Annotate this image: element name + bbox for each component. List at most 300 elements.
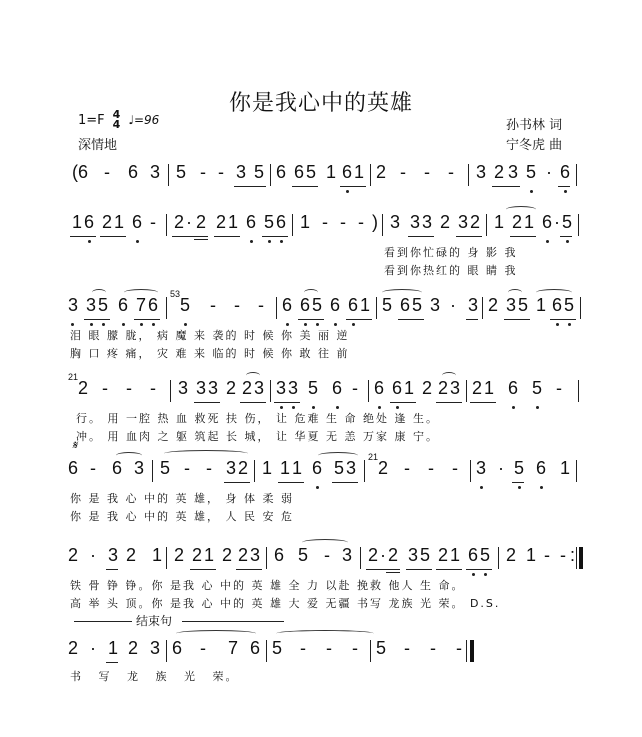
note: 1 — [560, 458, 571, 478]
barline — [360, 547, 361, 569]
note: 1 — [450, 545, 461, 565]
underline — [134, 319, 160, 320]
dash: - — [358, 212, 364, 232]
dash: - — [452, 458, 458, 478]
notation-line — [70, 162, 580, 188]
expression-marking: 深情地 — [78, 138, 118, 153]
barline — [580, 297, 581, 319]
note: 2 — [438, 378, 449, 398]
low-octave-dot — [71, 323, 74, 326]
barline — [270, 164, 271, 186]
low-octave-dot — [378, 406, 381, 409]
note: 5 — [176, 162, 187, 182]
score-row-1 — [70, 162, 580, 188]
note: 6 — [300, 295, 311, 315]
score-row-6 — [68, 545, 580, 610]
dash: - — [258, 295, 264, 315]
dash: - — [428, 458, 434, 478]
note: 2 — [470, 212, 481, 232]
dash: - — [150, 378, 156, 398]
underline — [406, 569, 432, 570]
barline — [370, 640, 371, 662]
barline — [168, 164, 169, 186]
low-octave-dot — [280, 406, 283, 409]
note: 2 — [222, 545, 233, 565]
low-octave-dot — [184, 323, 187, 326]
low-octave-dot — [568, 323, 571, 326]
barline — [576, 460, 577, 482]
dash: - — [340, 212, 346, 232]
low-octave-dot — [280, 240, 283, 243]
note: 3 — [236, 162, 247, 182]
low-octave-dot — [484, 573, 487, 576]
lyrics-verse-1: 铁 骨 铮 铮。你 是我 心 中的 英 雄 全 力 以赴 挽救 他人 生 命。 — [70, 579, 465, 592]
dash: - — [218, 162, 224, 182]
note: 2 — [368, 545, 379, 565]
low-octave-dot — [352, 323, 355, 326]
note: 6 — [172, 638, 183, 658]
grace-note: 21 — [368, 452, 379, 462]
note: 5 — [272, 638, 283, 658]
lyrics-verse-2: 胸 口 疼 痛， 灾 难 来 临的 时 候 你 敢 往 前 — [70, 347, 350, 360]
low-octave-dot — [512, 406, 515, 409]
dash: - — [150, 212, 156, 232]
note: 6 — [342, 162, 353, 182]
note: 6 — [374, 378, 385, 398]
barline — [292, 214, 293, 236]
repeat-end-barline — [579, 547, 583, 569]
barline — [166, 640, 167, 662]
note: 1 — [280, 458, 291, 478]
score-row-2 — [70, 212, 580, 277]
underline — [262, 236, 288, 237]
underline — [240, 402, 266, 403]
key-signature: 1=F — [78, 112, 105, 128]
note: 6 — [274, 545, 285, 565]
note: 2 — [506, 545, 517, 565]
underline — [292, 186, 318, 187]
note: 7 — [228, 638, 239, 658]
dash: - — [206, 458, 212, 478]
underline — [234, 186, 266, 187]
note: 6 — [118, 295, 129, 315]
grace-note: 21 — [68, 372, 79, 382]
barline — [470, 460, 471, 482]
note: 5 — [298, 545, 309, 565]
note: 3 — [250, 545, 261, 565]
underline — [278, 482, 304, 483]
paren-close: ) — [372, 212, 378, 232]
low-octave-dot — [250, 240, 253, 243]
note: 2 — [238, 545, 249, 565]
slur — [302, 539, 348, 546]
barline — [576, 164, 577, 186]
note: 2 — [488, 295, 499, 315]
underline — [436, 402, 462, 403]
note: 3 — [422, 212, 433, 232]
note: 2 — [174, 212, 185, 232]
dash: - — [300, 638, 306, 658]
note: 3 — [458, 212, 469, 232]
note: 6 — [400, 295, 411, 315]
dash: - — [430, 638, 436, 658]
note: 5 — [180, 295, 191, 315]
low-octave-dot — [304, 323, 307, 326]
lyrics-verse-2: 你 是 我 心 中的 英 雄， 人 民 安 危 — [70, 510, 294, 523]
note: 1 — [262, 458, 273, 478]
key-tempo-info — [78, 110, 159, 130]
barline — [166, 547, 167, 569]
low-octave-dot — [546, 240, 549, 243]
note: (6 — [72, 162, 89, 182]
underline — [172, 236, 208, 237]
note: 1 — [72, 212, 83, 232]
note: 2 — [438, 545, 449, 565]
note: 6 — [246, 212, 257, 232]
barline — [276, 297, 277, 319]
note: 6 — [560, 162, 571, 182]
low-octave-dot — [122, 323, 125, 326]
note: 3 — [86, 295, 97, 315]
low-octave-dot — [346, 190, 349, 193]
note: 3 — [506, 295, 517, 315]
underline — [214, 236, 240, 237]
note: 3 — [390, 212, 401, 232]
dot-rhythm: · — [186, 212, 192, 232]
barline — [376, 297, 377, 319]
composer-credit: 宁冬虎 曲 — [506, 138, 563, 153]
underline — [390, 402, 416, 403]
slur — [176, 630, 256, 637]
note: 1 — [526, 545, 537, 565]
underline — [340, 186, 366, 187]
note: 7 — [136, 295, 147, 315]
dash: - — [404, 638, 410, 658]
score-row-4 — [68, 372, 580, 443]
underline — [106, 662, 118, 663]
note: 6 — [294, 162, 305, 182]
low-octave-dot — [136, 240, 139, 243]
slur — [442, 372, 456, 379]
dash: - — [400, 162, 406, 182]
low-octave-dot — [530, 190, 533, 193]
dash: - — [126, 378, 132, 398]
note: 5 — [308, 378, 319, 398]
slur — [92, 289, 106, 296]
note: 6 — [330, 295, 341, 315]
note: 2 — [440, 212, 451, 232]
barline — [254, 460, 255, 482]
dash: - — [352, 378, 358, 398]
low-octave-dot — [518, 486, 521, 489]
note: 6 — [392, 378, 403, 398]
note: 2 — [238, 458, 249, 478]
lyrics-verse-1: 你 是 我 心 中的 英 雄， 身 体 柔 弱 — [70, 492, 294, 505]
barline — [266, 547, 267, 569]
underline — [456, 236, 482, 237]
note: 5 — [532, 378, 543, 398]
note: 3 — [476, 162, 487, 182]
notation-line — [68, 452, 580, 484]
final-barline — [470, 640, 474, 662]
note: 2 — [472, 378, 483, 398]
low-octave-dot — [564, 190, 567, 193]
barline — [578, 214, 579, 236]
note: 2 — [126, 545, 137, 565]
ending-bracket-right — [182, 621, 284, 622]
note: 5 — [514, 458, 525, 478]
note: 2 — [102, 212, 113, 232]
barline — [576, 547, 577, 569]
note: 1 — [360, 295, 371, 315]
slur — [536, 289, 572, 296]
low-octave-dot — [336, 406, 339, 409]
note: 1 — [524, 212, 535, 232]
low-octave-dot — [540, 486, 543, 489]
note: 2 — [422, 378, 433, 398]
note: 2 — [128, 638, 139, 658]
song-title: 你是我心中的英雄 — [228, 91, 413, 116]
note: 6 — [348, 295, 359, 315]
lyrics-verse-1: 行。 用 一腔 热 血 救死 扶 伤， 让 危难 生 命 绝处 逢 生。 — [76, 412, 439, 425]
note: 3 — [346, 458, 357, 478]
tempo-marking: ♩=96 — [128, 113, 160, 127]
notation-line — [70, 545, 580, 571]
low-octave-dot — [316, 486, 319, 489]
underline — [470, 402, 496, 403]
dot-rhythm: · — [90, 545, 96, 565]
note: 1 — [300, 212, 311, 232]
barline — [486, 214, 487, 236]
note: 3 — [342, 545, 353, 565]
note: 1 — [228, 212, 239, 232]
dash: - — [90, 458, 96, 478]
underline — [70, 236, 96, 237]
note: 1 — [354, 162, 365, 182]
dash: - — [102, 378, 108, 398]
slur — [506, 206, 536, 213]
barline — [364, 460, 365, 482]
notation-line — [70, 212, 580, 238]
note: 3 — [68, 295, 79, 315]
slur — [508, 289, 522, 296]
note: 3 — [288, 378, 299, 398]
note: 2 — [242, 378, 253, 398]
dot-rhythm: · — [546, 162, 552, 182]
low-octave-dot — [566, 240, 569, 243]
barline — [382, 214, 383, 236]
dash: - — [324, 545, 330, 565]
note: 1 — [292, 458, 303, 478]
low-octave-dot — [536, 406, 539, 409]
dash: - — [322, 212, 328, 232]
barline — [166, 297, 167, 319]
note: 5 — [480, 545, 491, 565]
note: 3 — [508, 162, 519, 182]
dash: - — [352, 638, 358, 658]
note: 3 — [450, 378, 461, 398]
barline — [370, 164, 371, 186]
note: 5 — [518, 295, 529, 315]
dash: - — [184, 458, 190, 478]
note: 1 — [536, 295, 547, 315]
ending-label: 结束句 — [136, 614, 173, 628]
note: 5 — [254, 162, 265, 182]
underline — [106, 569, 118, 570]
low-octave-dot — [268, 240, 271, 243]
lyrics-verse-2: 冲。 用 血肉 之 躯 筑起 长 城， 让 华夏 无 恙 万家 康 宁。 — [76, 430, 439, 443]
dash: - — [326, 638, 332, 658]
underline — [100, 236, 126, 237]
low-octave-dot — [334, 323, 337, 326]
note: 2 — [376, 162, 387, 182]
underline — [560, 236, 572, 237]
lyrics-verse-2: 看到你热红的 眼 睛 我 — [384, 264, 518, 277]
note: 2 — [68, 545, 79, 565]
note: 6 — [148, 295, 159, 315]
lyricist-credit: 孙书林 词 — [506, 118, 563, 133]
segno-sign: 𝄋 — [72, 438, 78, 452]
barline — [270, 380, 271, 402]
lyrics-verse-1: 泪 眼 朦 胧， 病 魔 来 袭的 时 候 你 美 丽 逆 — [70, 329, 350, 342]
lyrics-ending: 书 写 龙 族 光 荣。 — [70, 670, 239, 683]
note: 1 — [484, 378, 495, 398]
slur — [382, 289, 422, 296]
underline — [504, 319, 530, 320]
low-octave-dot — [88, 240, 91, 243]
ending-bracket-left — [74, 621, 132, 622]
low-octave-dot — [152, 323, 155, 326]
note: 2 — [388, 545, 399, 565]
low-octave-dot — [90, 323, 93, 326]
repeat-dots: : — [570, 545, 576, 565]
underline — [408, 236, 434, 237]
dot-rhythm: · — [380, 545, 386, 565]
final-barline-thin — [466, 640, 467, 662]
note: 2 — [494, 162, 505, 182]
underline — [298, 319, 324, 320]
underline — [466, 569, 492, 570]
note: 3 — [430, 295, 441, 315]
underline — [236, 569, 262, 570]
note: 6 — [282, 295, 293, 315]
dash: - — [560, 545, 566, 565]
note: 6 — [508, 378, 519, 398]
note: 6 — [84, 212, 95, 232]
note: 6 — [468, 545, 479, 565]
note: 3 — [196, 378, 207, 398]
note: 5 — [376, 638, 387, 658]
dash: - — [234, 295, 240, 315]
dash: - — [404, 458, 410, 478]
note: 6 — [276, 162, 287, 182]
underline — [398, 319, 424, 320]
underline — [190, 569, 216, 570]
notation-line — [68, 372, 580, 404]
score-row-7 — [68, 638, 580, 683]
underline — [366, 569, 400, 570]
note: 6 — [250, 638, 261, 658]
note: 3 — [276, 378, 287, 398]
note: 3 — [208, 378, 219, 398]
note: 5 — [98, 295, 109, 315]
time-signature: 4 4 — [112, 108, 121, 131]
underline — [194, 239, 208, 240]
dash: - — [456, 638, 462, 658]
note: 6 — [68, 458, 79, 478]
note: 3 — [134, 458, 145, 478]
note: 1 — [204, 545, 215, 565]
note: 5 — [564, 295, 575, 315]
underline — [466, 319, 478, 320]
note: 2 — [512, 212, 523, 232]
note: 3 — [108, 545, 119, 565]
note: 5 — [412, 295, 423, 315]
underline — [512, 482, 524, 483]
notation-line — [68, 289, 580, 321]
barline — [166, 214, 167, 236]
score-row-3 — [68, 289, 580, 360]
note: 5 — [264, 212, 275, 232]
barline — [482, 297, 483, 319]
note: 3 — [150, 162, 161, 182]
barline — [170, 380, 171, 402]
note: 2 — [216, 212, 227, 232]
note: 5 — [160, 458, 171, 478]
note: 5 — [526, 162, 537, 182]
underline — [550, 319, 576, 320]
dot-rhythm: · — [450, 295, 456, 315]
score-row-5 — [68, 452, 580, 523]
low-octave-dot — [472, 573, 475, 576]
underline — [558, 186, 570, 187]
barline — [578, 380, 579, 402]
note: 3 — [178, 378, 189, 398]
dash: - — [448, 162, 454, 182]
low-octave-dot — [102, 323, 105, 326]
underline — [346, 319, 372, 320]
underline — [332, 482, 358, 483]
low-octave-dot — [480, 486, 483, 489]
dash: - — [104, 162, 110, 182]
underline — [436, 569, 462, 570]
note: 1 — [152, 545, 163, 565]
note: 3 — [254, 378, 265, 398]
note: 2 — [192, 545, 203, 565]
note: 6 — [542, 212, 553, 232]
underline — [84, 319, 110, 320]
note: 3 — [476, 458, 487, 478]
note: 5 — [562, 212, 573, 232]
note: 3 — [150, 638, 161, 658]
note: 5 — [306, 162, 317, 182]
underline — [194, 402, 220, 403]
barline — [152, 460, 153, 482]
slur — [304, 289, 318, 296]
dash: - — [210, 295, 216, 315]
underline — [224, 482, 250, 483]
dash: - — [556, 378, 562, 398]
low-octave-dot — [556, 323, 559, 326]
low-octave-dot — [316, 323, 319, 326]
dash: - — [544, 545, 550, 565]
note: 1 — [404, 378, 415, 398]
note: 6 — [332, 378, 343, 398]
note: 3 — [408, 545, 419, 565]
note: 6 — [276, 212, 287, 232]
dot-rhythm: · — [498, 458, 504, 478]
dash: - — [424, 162, 430, 182]
